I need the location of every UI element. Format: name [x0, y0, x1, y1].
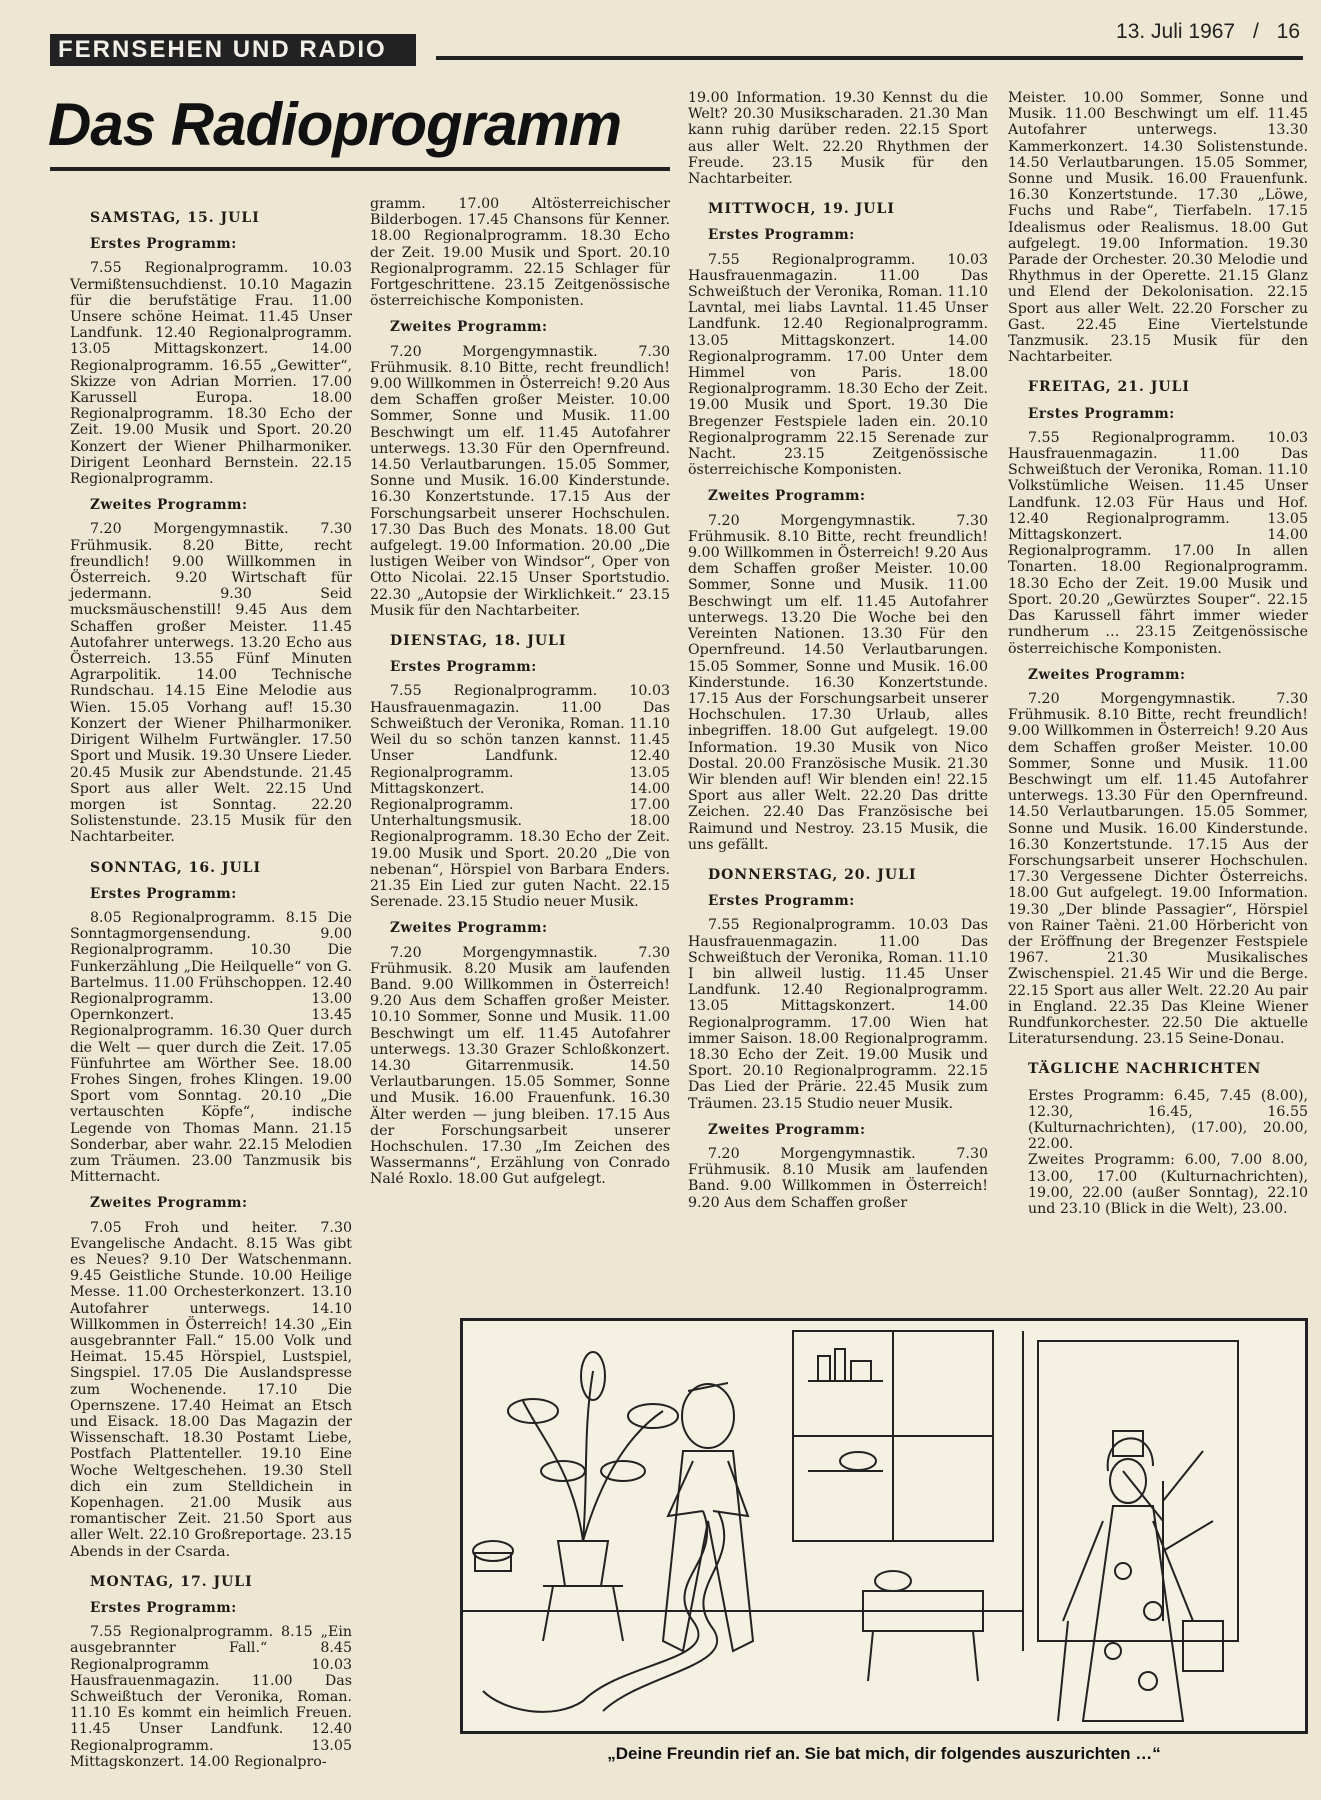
day-heading: SONNTAG, 16. JULI: [90, 859, 262, 876]
program-listing-continued: 19.00 Information. 19.30 Kennst du die Welt? 20.30 Musikscharaden. 21.30 Man kann ruhig darüber reden. 22.15 Sport aus aller Welt. 22.20 Rhythmen der Freude. 23.15 Musik für den Nachtarbeiter.: [688, 90, 988, 188]
date-separator: /: [1252, 20, 1259, 43]
program-heading: Zweites Programm:: [90, 1195, 248, 1212]
program-heading: Zweites Programm:: [390, 319, 548, 336]
header-rule: [436, 56, 1303, 60]
program-listing: 7.20 Morgengymnastik. 7.30 Frühmusik. 8.10 Bitte, recht freundlich! 9.00 Willkommen in Österreich! 9.20 Aus dem Schaffen großer Meister. 10.00 Sommer, Sonne und Musik. 11.00 Beschwingt um elf. 11.45 Autofahrer unterwegs. 13.20 Die Woche bei den Vereinten Nationen. 13.30 Für den Opernfreund. 14.50 Verlautbarungen. 15.05 Sommer, Sonne und Musik. 16.00 Kinderstunde. 16.30 Konzertstunde. 17.15 Aus der Forschungsarbeit unserer Hochschulen. 17.30 Urlaub, alles inbegriffen. 18.00 Gut aufgelegt. 19.00 Information. 19.30 Musik von Nico Dostal. 20.00 Französische Musik. 21.30 Wir blenden auf! Wir blenden ein! 22.15 Sport aus aller Welt. 22.20 Das dritte Zeichen. 22.40 Das Französische bei Raimund und Nestroy. 23.15 Musik, die uns gefällt.: [688, 512, 988, 853]
cartoon-drawing: [463, 1321, 1305, 1731]
program-listing: 7.20 Morgengymnastik. 7.30 Frühmusik. 8.10 Bitte, recht freundlich! 9.00 Willkommen in Österreich! 9.20 Aus dem Schaffen großer Meister. 10.00 Sommer, Sonne und Musik. 11.00 Beschwingt um elf. 11.45 Autofahrer unterwegs. 13.30 Für den Opernfreund. 14.50 Verlautbarungen. 15.05 Sommer, Sonne und Musik. 16.00 Kinderstunde. 16.30 Konzertstunde. 17.15 Aus der Forschungsarbeit unserer Hochschulen. 17.30 Vergessene Dichter Österreichs. 18.00 Gut aufgelegt. 19.00 Information. 19.30 „Der blinde Passagier“, Hörspiel von Rainer Taèni. 21.00 Hörbericht von der Eröffnung der Bregenzer Festspiele 1967. 21.30 Musikalisches Zwischenspiel. 21.45 Wir und die Berge. 22.15 Sport aus aller Welt. 22.20 Au pair in England. 22.35 Das Kleine Wiener Rundfunkorchester. 22.50 Die aktuelle Literatursendung. 23.15 Seine-Donau.: [1008, 690, 1308, 1048]
program-heading: Zweites Programm:: [390, 920, 548, 937]
program-listing: 7.20 Morgengymnastik. 7.30 Frühmusik. 8.10 Bitte, recht freundlich! 9.00 Willkommen in Österreich! 9.20 Aus dem Schaffen großer Meister. 10.00 Sommer, Sonne und Musik. 11.00 Beschwingt um elf. 11.45 Autofahrer unterwegs. 13.30 Für den Opernfreund. 14.50 Verlautbarungen. 15.05 Sommer, Sonne und Musik. 16.00 Kinderstunde. 16.30 Konzertstunde. 17.15 Aus der Forschungsarbeit unserer Hochschulen. 17.30 Das Buch des Monats. 18.00 Gut aufgelegt. 19.00 Information. 20.00 „Die lustigen Weiber von Windsor“, Oper von Otto Nicolai. 22.15 Unser Sportstudio. 22.30 „Autopsie der Wirklichkeit.“ 23.15 Musik für den Nachtarbeiter.: [370, 343, 670, 619]
program-listing: 7.20 Morgengymnastik. 7.30 Frühmusik. 8.20 Bitte, recht freundlich! 9.00 Willkommen in Österreich. 9.20 Wirtschaft für jedermann. 9.30 Seid mucksmäuschenstill! 9.45 Aus dem Schaffen großer Meister. 11.45 Autofahrer unterwegs. 13.20 Echo aus Österreich. 13.55 Fünf Minuten Agrarpolitik. 14.00 Technische Rundschau. 14.15 Eine Melodie aus Wien. 15.05 Vorhang auf! 15.30 Konzert der Wiener Philharmoniker. Dirigent Wilhelm Furtwängler. 17.50 Sport und Musik. 19.30 Unsere Lieder. 20.45 Musik zur Abendstunde. 21.45 Sport aus aller Welt. 22.15 Und morgen ist Sonntag. 22.20 Solistenstunde. 23.15 Musik für den Nachtarbeiter.: [70, 521, 352, 846]
program-listing: 7.55 Regionalprogramm. 10.03 Das Hausfrauenmagazin. 11.00 Das Schweißtuch der Veronika, Roman. 11.10 I bin allweil lustig. 11.45 Unser Landfunk. 12.40 Regionalprogramm. 13.05 Mittagskonzert. 14.00 Regionalprogramm. 17.00 Wien hat immer Saison. 18.00 Regionalprogramm. 18.30 Echo der Zeit. 19.00 Musik und Sport. 20.10 Regionalprogramm. 22.15 Das Lied der Prärie. 22.45 Musik zum Träumen. 23.15 Studio neuer Musik.: [688, 917, 988, 1112]
column-3: [688, 90, 988, 1211]
program-heading: Erstes Programm:: [90, 885, 237, 902]
date-text: 13. Juli 1967: [1116, 20, 1236, 43]
news-times: Zweites Programm: 6.00, 7.00 8.00, 13.00, 17.00 (Kulturnachrichten), 19.00, 22.00 (außer Sonntag), 22.10 und 23.10 (Blick in die Welt), 23.00.: [1028, 1152, 1308, 1217]
program-listing: 7.55 Regionalprogramm. 10.03 Hausfrauenmagazin. 11.00 Das Schweißtuch der Veronika, Roman. 11.10 Volkstümliche Weisen. 11.45 Unser Landfunk. 12.03 Für Haus und Hof. 12.40 Regionalprogramm. 13.05 Mittagskonzert. 14.00 Regionalprogramm. 17.00 In allen Tonarten. 18.00 Regionalprogramm. 18.30 Echo der Zeit. 19.00 Musik und Sport. 20.20 „Gewürztes Souper“. 22.15 Das Karussell fährt immer wieder rundherum … 23.15 Zeitgenössische österreichische Komponisten.: [1008, 429, 1308, 657]
program-listing: 7.55 Regionalprogramm. 10.03 Hausfrauenmagazin. 11.00 Das Schweißtuch der Veronika, Roman. 11.10 Weil du so schön tanzen kannst. 11.45 Unser Landfunk. 12.40 Regionalprogramm. 13.05 Mittagskonzert. 14.00 Regionalprogramm. 17.00 Unterhaltungsmusik. 18.00 Regionalprogramm. 18.30 Echo der Zeit. 19.00 Musik und Sport. 20.20 „Die von nebenan“, Hörspiel von Barbara Enders. 21.35 Ein Lied zur guten Nacht. 22.15 Serenade. 23.15 Studio neuer Musik.: [370, 683, 670, 911]
section-header: FERNSEHEN UND RADIO: [50, 34, 416, 66]
program-listing-continued: Meister. 10.00 Sommer, Sonne und Musik. 11.00 Beschwingt um elf. 11.45 Autofahrer unterwegs. 13.30 Kammerkonzert. 14.30 Solistenstunde. 14.50 Verlautbarungen. 15.05 Sommer, Sonne und Musik. 16.00 Frauenfunk. 16.30 Konzertstunde. 17.30 „Löwe, Fuchs und Rabe“, Tierfabeln. 17.15 Idealismus oder Realismus. 18.00 Gut aufgelegt. 19.00 Information. 19.30 Parade der Orchester. 20.30 Melodie und Rhythmus in der Operette. 21.15 Glanz und Elend der Dekolonisation. 22.15 Sport aus aller Welt. 22.20 Forscher zu Gast. 22.45 Eine Viertelstunde Tanzmusik. 23.15 Musik für den Nachtarbeiter.: [1008, 90, 1308, 366]
day-heading: MONTAG, 17. JULI: [90, 1573, 253, 1590]
day-heading: DIENSTAG, 18. JULI: [390, 633, 567, 650]
program-heading: Zweites Programm:: [1028, 666, 1186, 683]
program-heading: Erstes Programm:: [90, 1600, 237, 1617]
day-heading: DONNERSTAG, 20. JULI: [708, 866, 917, 883]
program-listing: 7.55 Regionalprogramm. 10.03 Vermißtensuchdienst. 10.10 Magazin für die berufstätige Frau. 11.00 Unsere schöne Heimat. 11.45 Unser Landfunk. 12.40 Regionalprogramm. 13.05 Mittagskonzert. 14.00 Regionalprogramm. 16.55 „Gewitter“, Skizze von Adrian Morrien. 17.00 Karussell Europa. 18.00 Regionalprogramm. 18.30 Echo der Zeit. 19.00 Musik und Sport. 20.20 Konzert der Wiener Philharmoniker. Dirigent Leonhard Bernstein. 22.15 Regionalprogramm.: [70, 260, 352, 488]
program-listing: 8.05 Regionalprogramm. 8.15 Die Sonntagmorgensendung. 9.00 Regionalprogramm. 10.30 Die Funkerzählung „Die Heilquelle“ von G. Bartelmus. 11.00 Frühschoppen. 12.40 Regionalprogramm. 13.00 Opernkonzert. 13.45 Regionalprogramm. 16.30 Quer durch die Welt — quer durch die Zeit. 17.05 Fünfuhrtee am Wörther See. 18.00 Frohes Singen, frohes Klingen. 19.00 Sport vom Sonntag. 20.10 „Die vertauschten Köpfe“, indische Legende von Thomas Mann. 21.15 Sonderbar, aber wahr. 22.15 Melodien zum Träumen. 23.00 Tanzmusik bis Mitternacht.: [70, 909, 352, 1186]
cartoon-illustration: [460, 1318, 1308, 1734]
page-title: Das Radioprogramm: [48, 91, 622, 158]
program-heading: Erstes Programm:: [708, 227, 855, 244]
program-listing: 7.20 Morgengymnastik. 7.30 Frühmusik. 8.10 Musik am laufenden Band. 9.00 Willkommen in Österreich! 9.20 Aus dem Schaffen großer: [688, 1145, 988, 1211]
issue-date: [1090, 20, 1300, 44]
program-heading: Erstes Programm:: [708, 893, 855, 910]
program-heading: Zweites Programm:: [708, 1121, 866, 1138]
column-4: [1008, 90, 1308, 1217]
program-listing: 7.05 Froh und heiter. 7.30 Evangelische Andacht. 8.15 Was gibt es Neues? 9.10 Der Watschenmann. 9.45 Geistliche Stunde. 10.00 Heilige Messe. 11.00 Orchesterkonzert. 13.10 Autofahrer unterwegs. 14.10 Willkommen in Österreich! 14.30 „Ein ausgebrannter Fall.“ 15.00 Volk und Heimat. 15.45 Hörspiel, Lustspiel, Singspiel. 17.05 Die Auslandspresse zum Wochenende. 17.10 Die Opernszene. 17.40 Heimat an Etsch und Eisack. 18.00 Das Magazin der Wissenschaft. 18.30 Postamt Liebe, Postfach Plattenteller. 19.10 Eine Woche Weltgeschehen. 19.30 Stell dich ein zum Stelldichein in Kopenhagen. 21.00 Musik aus romantischer Zeit. 21.50 Sport aus aller Welt. 22.10 Großreportage. 23.15 Abends in der Csarda.: [70, 1219, 352, 1560]
program-heading: Erstes Programm:: [90, 236, 237, 253]
page-number: 16: [1276, 20, 1300, 43]
program-heading: Erstes Programm:: [1028, 405, 1175, 422]
day-heading: TÄGLICHE NACHRICHTEN: [1028, 1061, 1262, 1078]
news-times: Erstes Programm: 6.45, 7.45 (8.00), 12.30, 16.45, 16.55 (Kulturnachrichten), (17.00), 20.00, 22.00.: [1028, 1087, 1308, 1153]
column-2: [370, 196, 670, 1188]
program-heading: Zweites Programm:: [708, 488, 866, 505]
column-1: [70, 196, 352, 1770]
cartoon-caption: „Deine Freundin rief an. Sie bat mich, dir folgendes auszurichten …“: [607, 1744, 1161, 1763]
title-rule: [50, 167, 670, 171]
program-heading: Erstes Programm:: [390, 659, 537, 676]
program-listing: 7.20 Morgengymnastik. 7.30 Frühmusik. 8.20 Musik am laufenden Band. 9.00 Willkommen in Österreich! 9.20 Aus dem Schaffen großer Meister. 10.10 Sommer, Sonne und Musik. 11.00 Beschwingt um elf. 11.45 Autofahrer unterwegs. 13.30 Grazer Schloßkonzert. 14.30 Gitarrenmusik. 14.50 Verlautbarungen. 15.05 Sommer, Sonne und Musik. 16.00 Frauenfunk. 16.30 Älter werden — jung bleiben. 17.15 Aus der Forschungsarbeit unserer Hochschulen. 17.30 „Im Zeichen des Wassermanns“, Erzählung von Conrado Nalé Roxlo. 18.00 Gut aufgelegt.: [370, 944, 670, 1188]
day-heading: SAMSTAG, 15. JULI: [90, 210, 260, 226]
program-listing: 7.55 Regionalprogramm. 10.03 Hausfrauenmagazin. 11.00 Das Schweißtuch der Veronika, Roman. 11.10 Lavntal, mei liabs Lavntal. 11.45 Unser Landfunk. 12.40 Regionalprogramm. 13.05 Mittagskonzert. 14.00 Regionalprogramm. 17.00 Unter dem Himmel von Paris. 18.00 Regionalprogramm. 18.30 Echo der Zeit. 19.00 Musik und Sport. 19.30 Die Bregenzer Festspiele laden ein. 20.10 Regionalprogramm 22.15 Serenade zur Nacht. 23.15 Zeitgenössische österreichische Komponisten.: [688, 251, 988, 479]
program-listing-continued: gramm. 17.00 Altösterreichischer Bilderbogen. 17.45 Chansons für Kenner. 18.00 Regionalprogramm. 18.30 Echo der Zeit. 19.00 Musik und Sport. 20.10 Regionalprogramm. 22.15 Schlager für Fortgeschrittene. 23.15 Zeitgenössische österreichische Komponisten.: [370, 196, 670, 310]
program-heading: Zweites Programm:: [90, 497, 248, 514]
day-heading: FREITAG, 21. JULI: [1028, 379, 1190, 396]
program-listing: 7.55 Regionalprogramm. 8.15 „Ein ausgebrannter Fall.“ 8.45 Regionalprogramm 10.03 Hausfrauenmagazin. 11.00 Das Schweißtuch der Veronika, Roman. 11.10 Es kommt ein heimlich Freuen. 11.45 Unser Landfunk. 12.40 Regionalprogramm. 13.05 Mittagskonzert. 14.00 Regionalpro-: [70, 1624, 352, 1770]
day-heading: MITTWOCH, 19. JULI: [708, 201, 895, 218]
